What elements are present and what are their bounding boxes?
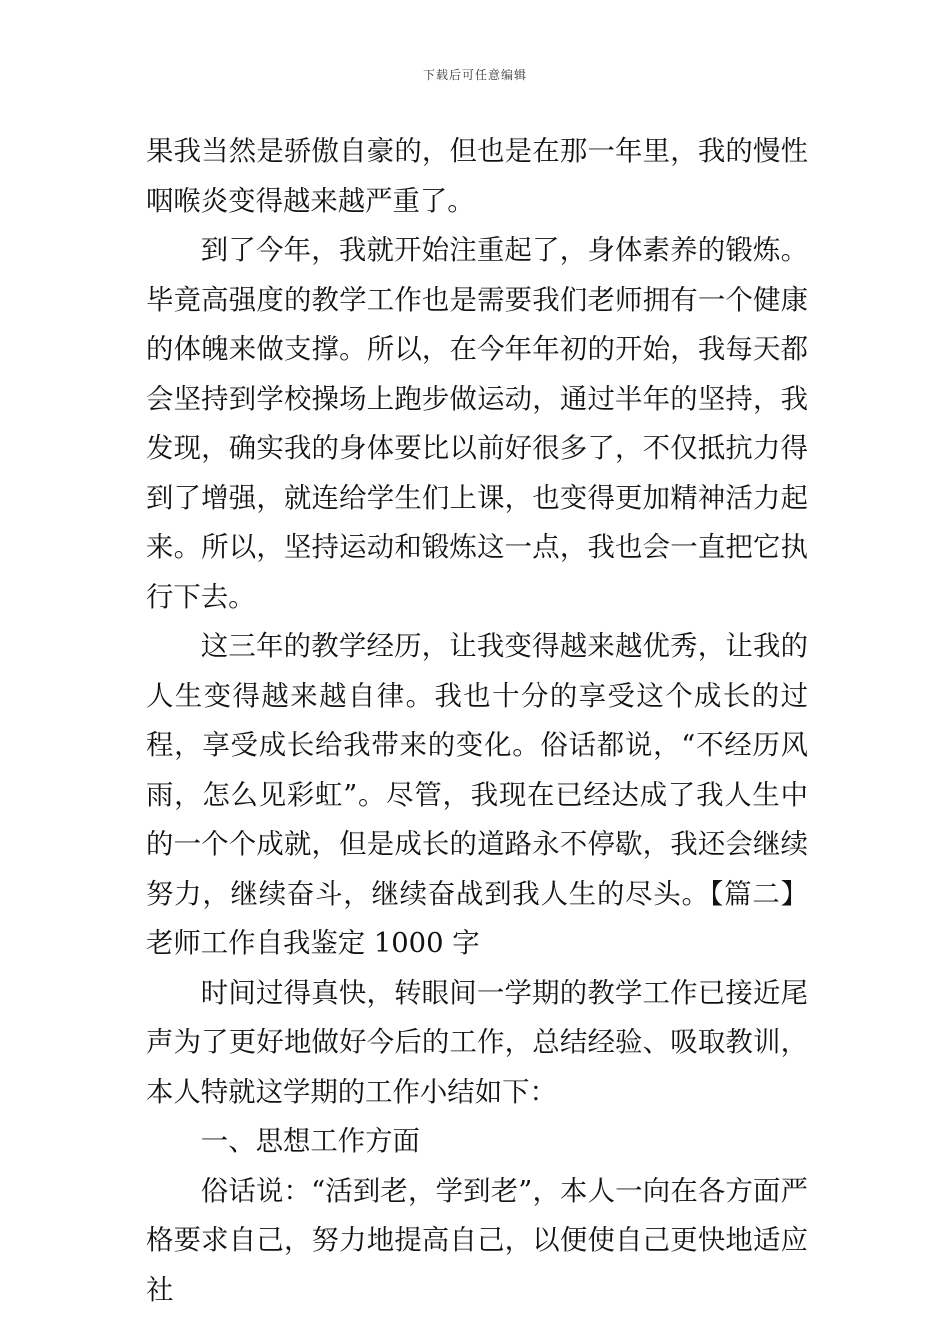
- paragraph-4: 时间过得真快，转眼间一学期的教学工作已接近尾声为了更好地做好今后的工作，总结经验、吸取教训，本人特就这学期的工作小结如下：: [146, 977, 808, 1108]
- page-header-note: 下载后可任意编辑: [422, 68, 527, 82]
- paragraph-1: 果我当然是骄傲自豪的，但也是在那一年里，我的慢性咽喉炎变得越来越严重了。: [146, 136, 808, 217]
- document-body: [146, 127, 808, 1315]
- paragraph-6: 俗话说：“活到老，学到老”，本人一向在各方面严格要求自己，努力地提高自己，以便使自己更快地适应社: [146, 1175, 808, 1306]
- paragraph-3: 这三年的教学经历，让我变得越来越优秀，让我的人生变得越来越自律。我也十分的享受这个成长的过程，享受成长给我带来的变化。俗话都说，“不经历风雨，怎么见彩虹”。尽管，我现在已经达成了我人生中的一个个成就，但是成长的道路永不停歇，我还会继续努力，继续奋斗，继续奋战到我人生的尽头。【篇二】老师工作自我鉴定 1000 字: [146, 631, 808, 959]
- section-heading-ideology: 一、思想工作方面: [200, 1126, 420, 1157]
- paragraph-2: 到了今年，我就开始注重起了，身体素养的锻炼。毕竟高强度的教学工作也是需要我们老师拥有一个健康的体魄来做支撑。所以，在今年年初的开始，我每天都会坚持到学校操场上跑步做运动，通过半年的坚持，我发现，确实我的身体要比以前好很多了，不仅抵抗力得到了增强，就连给学生们上课，也变得更加精神活力起来。所以，坚持运动和锻炼这一点，我也会一直把它执行下去。: [146, 235, 808, 613]
